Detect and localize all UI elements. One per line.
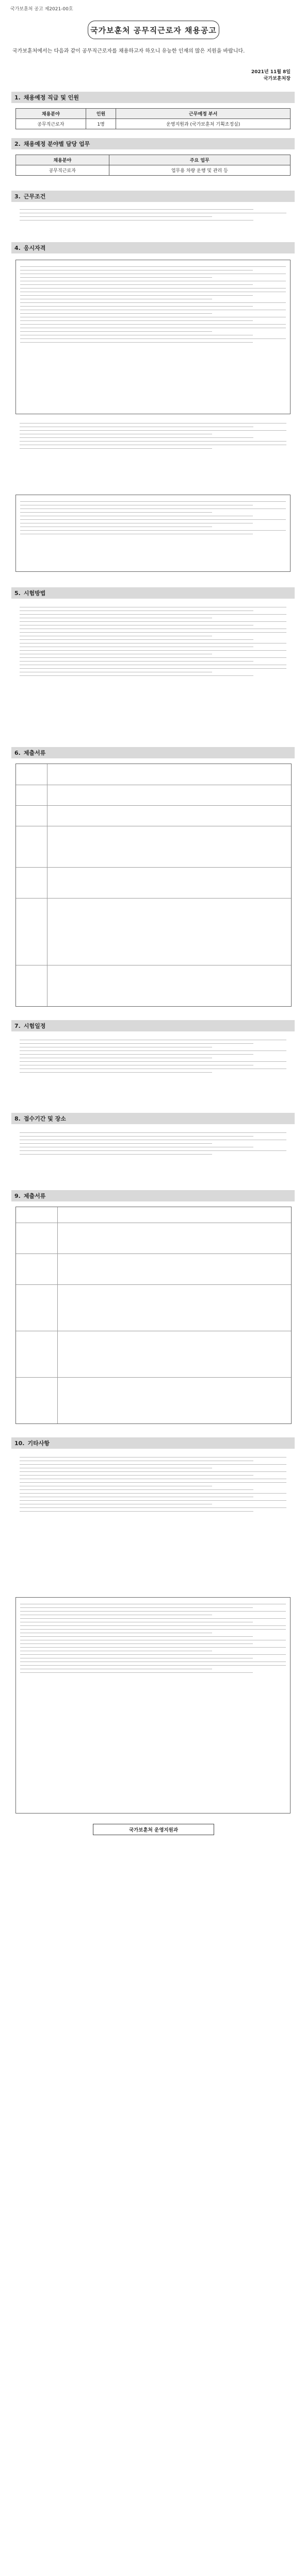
section-header <box>11 191 295 202</box>
section-header <box>11 242 295 253</box>
submission-table <box>15 1207 292 1424</box>
section-number: 9. <box>14 1192 21 1199</box>
section-title: 근무조건 <box>23 193 46 200</box>
notice-box <box>15 1597 291 1814</box>
section-number: 4. <box>14 244 21 251</box>
section-number: 2. <box>14 140 21 147</box>
duties-table <box>15 155 291 176</box>
section-header <box>11 1020 295 1031</box>
table-cell: 1명 <box>86 119 116 129</box>
table-header-cell: 채용분야 <box>16 155 109 165</box>
section-title: 제출서류 <box>23 1193 46 1199</box>
section-title: 접수기간 및 장소 <box>23 1115 66 1122</box>
table-header-row <box>16 109 291 119</box>
section-header <box>11 138 295 149</box>
documents-table <box>15 764 292 1007</box>
issuer-name: 국가보훈처장 <box>263 76 291 81</box>
section-title: 기타사항 <box>27 1440 50 1447</box>
section-title: 제출서류 <box>23 750 46 756</box>
section-number: 3. <box>14 193 21 200</box>
table-header-cell: 근무예정 부서 <box>116 109 291 119</box>
section-number: 6. <box>14 749 21 756</box>
section-header <box>11 1437 295 1449</box>
section-number: 5. <box>14 589 21 597</box>
positions-table <box>15 108 291 129</box>
page-title-text: 국가보훈처 공무직근로자 채용공고 <box>90 25 217 35</box>
section-header <box>11 1113 295 1124</box>
section-title: 채용예정 분야별 담당 업무 <box>23 141 90 147</box>
eligibility-box <box>15 260 291 414</box>
document-code: 국가보훈처 공고 제2021-00호 <box>10 7 73 12</box>
eligibility-notes <box>15 420 291 452</box>
table-row <box>16 165 291 176</box>
section-number: 8. <box>14 1115 21 1122</box>
misc-text <box>15 1454 291 1515</box>
section-header <box>11 1190 295 1201</box>
table-cell: 업무용 차량 운행 및 관리 등 <box>109 165 290 176</box>
section-title: 시험일정 <box>23 1023 46 1029</box>
intro-text: 국가보훈처에서는 다음과 같이 공무직근로자를 채용하고자 하오니 유능한 인재의 많은 지원을 바랍니다. <box>12 48 245 54</box>
section-header <box>11 747 295 758</box>
exam-method-text <box>15 604 291 679</box>
table-cell: 공무직근로자 <box>16 119 86 129</box>
section-header <box>11 92 295 103</box>
table-header-row <box>16 155 291 165</box>
contact-label: 국가보훈처 운영지원과 <box>128 1827 179 1833</box>
section-number: 10. <box>14 1439 25 1447</box>
page-title <box>88 21 219 39</box>
section-title: 응시자격 <box>23 245 46 251</box>
section-title: 시험방법 <box>23 590 46 597</box>
table-header-cell: 인원 <box>86 109 116 119</box>
table-cell: 공무직근로자 <box>16 165 109 176</box>
section-number: 7. <box>14 1022 21 1029</box>
application-period-text <box>15 1129 291 1158</box>
announcement-date: 2021년 11월 8일 <box>251 70 291 75</box>
section-header <box>11 587 295 599</box>
table-header-cell: 채용분야 <box>16 109 86 119</box>
preference-box <box>15 495 291 572</box>
contact-box <box>93 1824 214 1835</box>
section-title: 채용예정 직급 및 인원 <box>23 94 79 101</box>
section-number: 1. <box>14 94 21 101</box>
table-cell: 운영지원과 (국가보훈처 기획조정실) <box>116 119 291 129</box>
conditions-text <box>15 206 291 224</box>
table-header-cell: 주요 업무 <box>109 155 290 165</box>
date-block <box>251 69 291 82</box>
table-row <box>16 119 291 129</box>
schedule-text <box>15 1037 291 1076</box>
